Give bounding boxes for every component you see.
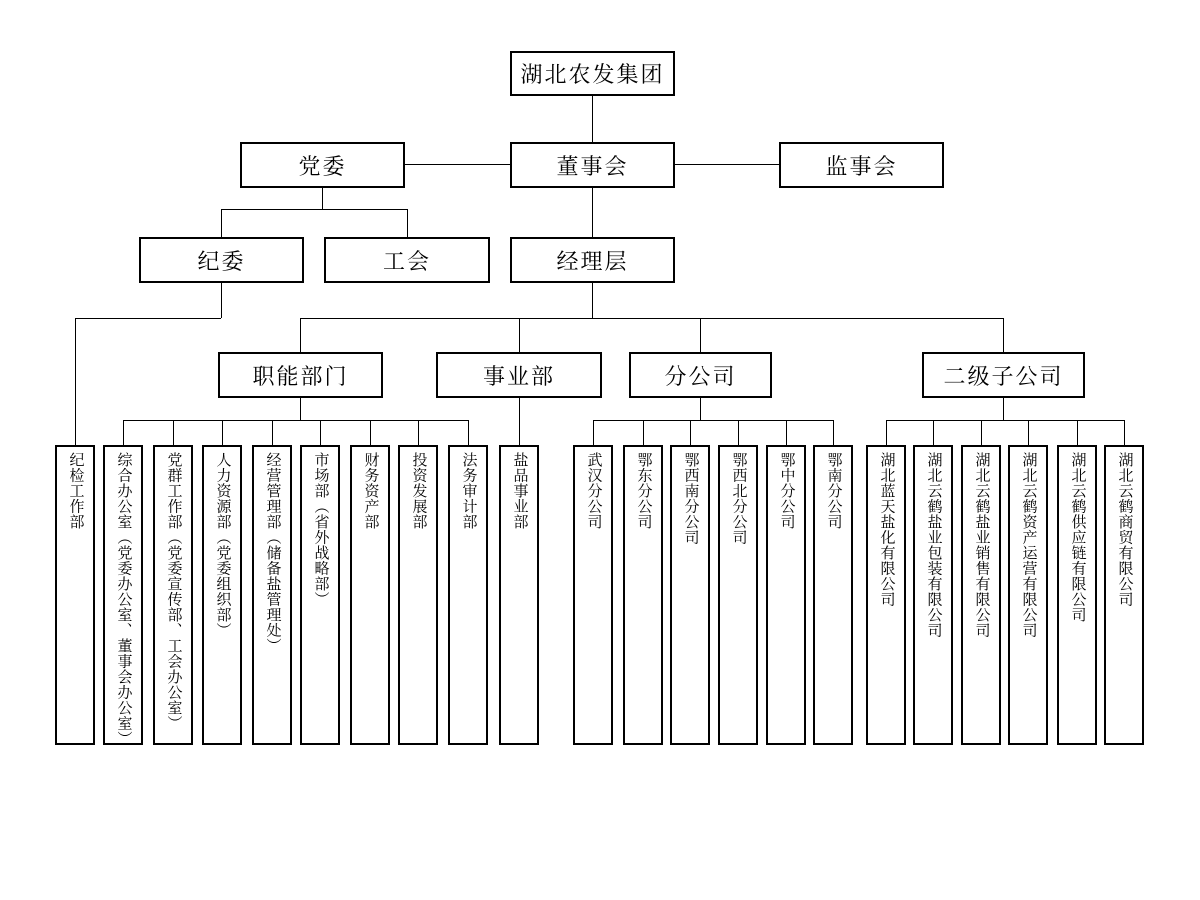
connector-line [300, 318, 301, 352]
connector-line [173, 420, 174, 445]
node-labor-union: 工会 [324, 237, 490, 283]
connector-line [221, 209, 222, 237]
connector-line [592, 96, 593, 142]
node-subsidiaries: 二级子公司 [922, 352, 1085, 398]
connector-line [221, 283, 222, 318]
connector-line [123, 420, 124, 445]
connector-line [75, 318, 76, 445]
leaf-functional-dept-6: 财务资产部 [350, 445, 390, 745]
connector-line [933, 420, 934, 445]
connector-line [643, 420, 644, 445]
connector-line [300, 398, 301, 420]
leaf-subsidiary-2: 湖北云鹤盐业包装有限公司 [913, 445, 953, 745]
connector-line [833, 420, 834, 445]
leaf-functional-dept-4: 经营管理部（储备盐管理处） [252, 445, 292, 745]
node-management: 经理层 [510, 237, 675, 283]
connector-line [405, 164, 510, 165]
connector-line [418, 420, 419, 445]
leaf-subsidiary-6: 湖北云鹤商贸有限公司 [1104, 445, 1144, 745]
node-supervisory-board: 监事会 [779, 142, 944, 188]
leaf-salt-business-division: 盐品事业部 [499, 445, 539, 745]
connector-line [593, 420, 833, 421]
connector-line [738, 420, 739, 445]
leaf-branch-5: 鄂中分公司 [766, 445, 806, 745]
node-discipline-committee: 纪委 [139, 237, 304, 283]
leaf-subsidiary-1: 湖北蓝天盐化有限公司 [866, 445, 906, 745]
leaf-discipline-work-dept: 纪检工作部 [55, 445, 95, 745]
connector-line [592, 188, 593, 237]
leaf-functional-dept-8: 法务审计部 [448, 445, 488, 745]
connector-line [320, 420, 321, 445]
leaf-functional-dept-5: 市场部（省外战略部） [300, 445, 340, 745]
leaf-functional-dept-7: 投资发展部 [398, 445, 438, 745]
connector-line [300, 318, 1003, 319]
connector-line [123, 420, 468, 421]
node-business-division: 事业部 [436, 352, 602, 398]
node-functional-departments: 职能部门 [218, 352, 383, 398]
connector-line [786, 420, 787, 445]
leaf-functional-dept-3: 人力资源部（党委组织部） [202, 445, 242, 745]
connector-line [675, 164, 779, 165]
leaf-branch-3: 鄂西南分公司 [670, 445, 710, 745]
connector-line [886, 420, 1124, 421]
connector-line [468, 420, 469, 445]
connector-line [1124, 420, 1125, 445]
leaf-branch-4: 鄂西北分公司 [718, 445, 758, 745]
node-board: 董事会 [510, 142, 675, 188]
leaf-branch-1: 武汉分公司 [573, 445, 613, 745]
leaf-branch-2: 鄂东分公司 [623, 445, 663, 745]
connector-line [981, 420, 982, 445]
connector-line [886, 420, 887, 445]
connector-line [519, 318, 520, 352]
leaf-subsidiary-5: 湖北云鹤供应链有限公司 [1057, 445, 1097, 745]
connector-line [1028, 420, 1029, 445]
node-party-committee: 党委 [240, 142, 405, 188]
connector-line [690, 420, 691, 445]
connector-line [1003, 318, 1004, 352]
leaf-branch-6: 鄂南分公司 [813, 445, 853, 745]
node-branch-companies: 分公司 [629, 352, 772, 398]
connector-line [1077, 420, 1078, 445]
connector-line [593, 420, 594, 445]
leaf-subsidiary-4: 湖北云鹤资产运营有限公司 [1008, 445, 1048, 745]
connector-line [519, 398, 520, 445]
node-root: 湖北农发集团 [510, 51, 675, 96]
connector-line [222, 420, 223, 445]
connector-line [407, 209, 408, 237]
connector-line [322, 188, 323, 209]
connector-line [370, 420, 371, 445]
connector-line [700, 318, 701, 352]
leaf-functional-dept-2: 党群工作部（党委宣传部、工会办公室） [153, 445, 193, 745]
connector-line [75, 318, 221, 319]
leaf-subsidiary-3: 湖北云鹤盐业销售有限公司 [961, 445, 1001, 745]
connector-line [592, 283, 593, 318]
connector-line [1003, 398, 1004, 420]
connector-line [221, 209, 407, 210]
leaf-functional-dept-1: 综合办公室（党委办公室、董事会办公室） [103, 445, 143, 745]
connector-line [700, 398, 701, 420]
connector-line [272, 420, 273, 445]
